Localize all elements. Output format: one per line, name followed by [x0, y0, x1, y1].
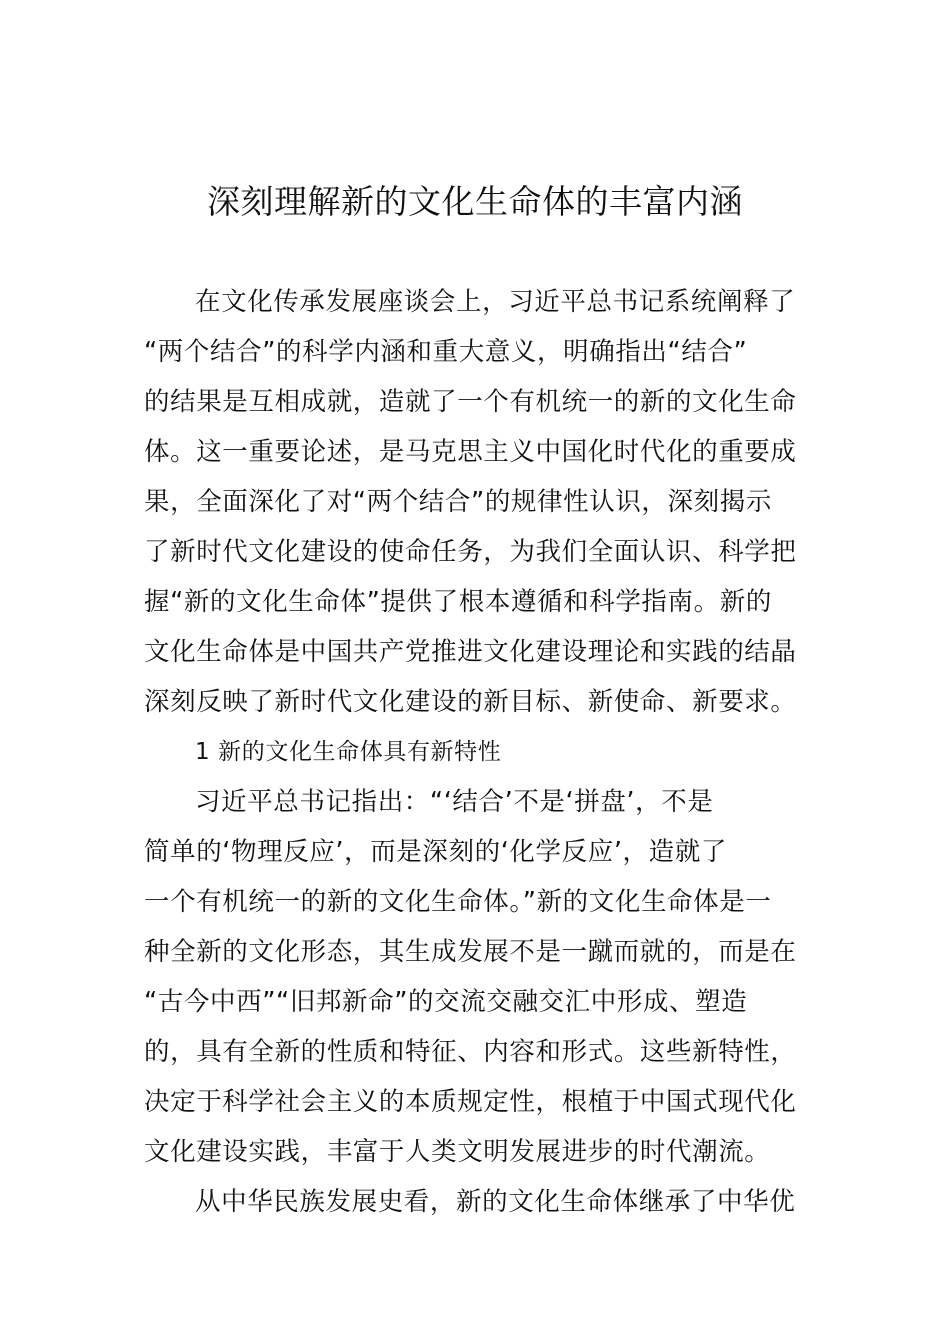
paragraph-1-line: 深刻反映了新时代文化建设的新目标、新使命、新要求。: [144, 687, 797, 717]
paragraph-1-line: 的结果是互相成就，造就了一个有机统一的新的文化生命: [144, 387, 797, 417]
document-title: 深刻理解新的文化生命体的丰富内涵: [207, 182, 743, 221]
paragraph-2-line: 习近平总书记指出：“‘结合’不是‘拼盘’，不是: [195, 787, 714, 817]
paragraph-1-line: 体。这一重要论述，是马克思主义中国化时代化的重要成: [144, 437, 797, 467]
paragraph-3-line: 从中华民族发展史看，新的文化生命体继承了中华优: [195, 1187, 796, 1217]
document-body: [144, 277, 808, 1227]
paragraph-2-line: 简单的‘物理反应’，而是深刻的‘化学反应’，造就了: [144, 837, 727, 867]
paragraph-2-line: 一个有机统一的新的文化生命体。”新的文化生命体是一: [144, 887, 772, 917]
paragraph-2-line: 的，具有全新的性质和特征、内容和形式。这些新特性，: [144, 1037, 797, 1067]
paragraph-2-line: “古今中西”“旧邦新命”的交流交融交汇中形成、塑造: [144, 987, 748, 1017]
paragraph-2-line: 文化建设实践，丰富于人类文明发展进步的时代潮流。: [144, 1137, 771, 1167]
paragraph-2-line: 种全新的文化形态，其生成发展不是一蹴而就的，而是在: [144, 937, 797, 967]
paragraph-1-line: 在文化传承发展座谈会上，习近平总书记系统阐释了: [195, 287, 796, 317]
paragraph-1-line: 果，全面深化了对“两个结合”的规律性认识，深刻揭示: [144, 487, 772, 517]
section-heading: 1 新的文化生命体具有新特性: [195, 739, 502, 765]
paragraph-2-line: 决定于科学社会主义的本质规定性，根植于中国式现代化: [144, 1087, 797, 1117]
paragraph-1-line: 握“新的文化生命体”提供了根本遵循和科学指南。新的: [144, 587, 772, 617]
paragraph-1-line: “两个结合”的科学内涵和重大意义，明确指出“结合”: [144, 337, 748, 367]
paragraph-1-line: 文化生命体是中国共产党推进文化建设理论和实践的结晶: [144, 637, 797, 667]
paragraph-1-line: 了新时代文化建设的使命任务，为我们全面认识、科学把: [144, 537, 797, 567]
